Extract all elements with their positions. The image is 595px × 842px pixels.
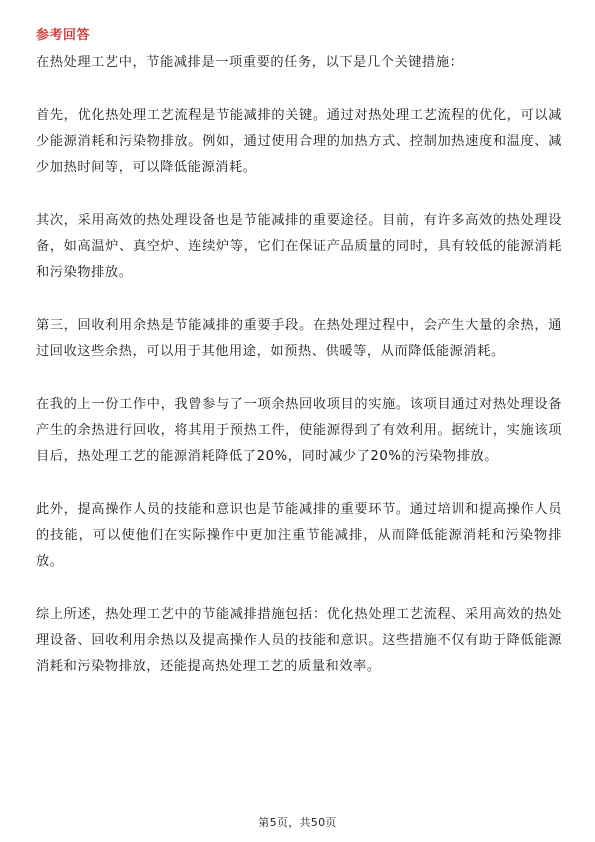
paragraph-experience: 在我的上一份工作中，我曾参与了一项余热回收项目的实施。该项目通过对热处理设备产生的余热进行回收，将其用于预热工件，使能源得到了有效利用。据统计，实施该项目后，热处理工艺的能源消耗降低了20%，同时减少了20%的污染物排放。: [36, 397, 562, 464]
paragraph-third: 第三，回收利用余热是节能减排的重要手段。在热处理过程中，会产生大量的余热，通过回收这些余热，可以用于其他用途，如预热、供暖等，从而降低能源消耗。: [36, 318, 562, 359]
page-number: 第5页，共50页: [258, 816, 337, 829]
paragraph-first: 首先，优化热处理工艺流程是节能减排的关键。通过对热处理工艺流程的优化，可以减少能源消耗和污染物排放。例如，通过使用合理的加热方式、控制加热速度和温度、减少加热时间等，可以降低能源消耗。: [36, 108, 562, 175]
paragraph-second: 其次，采用高效的热处理设备也是节能减排的重要途径。目前，有许多高效的热处理设备，如高温炉、真空炉、连续炉等，它们在保证产品质量的同时，具有较低的能源消耗和污染物排放。: [36, 213, 562, 280]
paragraph-training: 此外，提高操作人员的技能和意识也是节能减排的重要环节。通过培训和提高操作人员的技能，可以使他们在实际操作中更加注重节能减排，从而降低能源消耗和污染物排放。: [36, 502, 562, 569]
section-heading: 参考回答: [36, 28, 91, 43]
paragraph-intro: 在热处理工艺中，节能减排是一项重要的任务，以下是几个关键措施：: [36, 55, 464, 70]
answer-body: [36, 50, 562, 707]
paragraph-summary: 综上所述，热处理工艺中的节能减排措施包括：优化热处理工艺流程、采用高效的热处理设备、回收利用余热以及提高操作人员的技能和意识。这些措施不仅有助于降低能源消耗和污染物排放，还能提高热处理工艺的质量和效率。: [36, 607, 562, 674]
